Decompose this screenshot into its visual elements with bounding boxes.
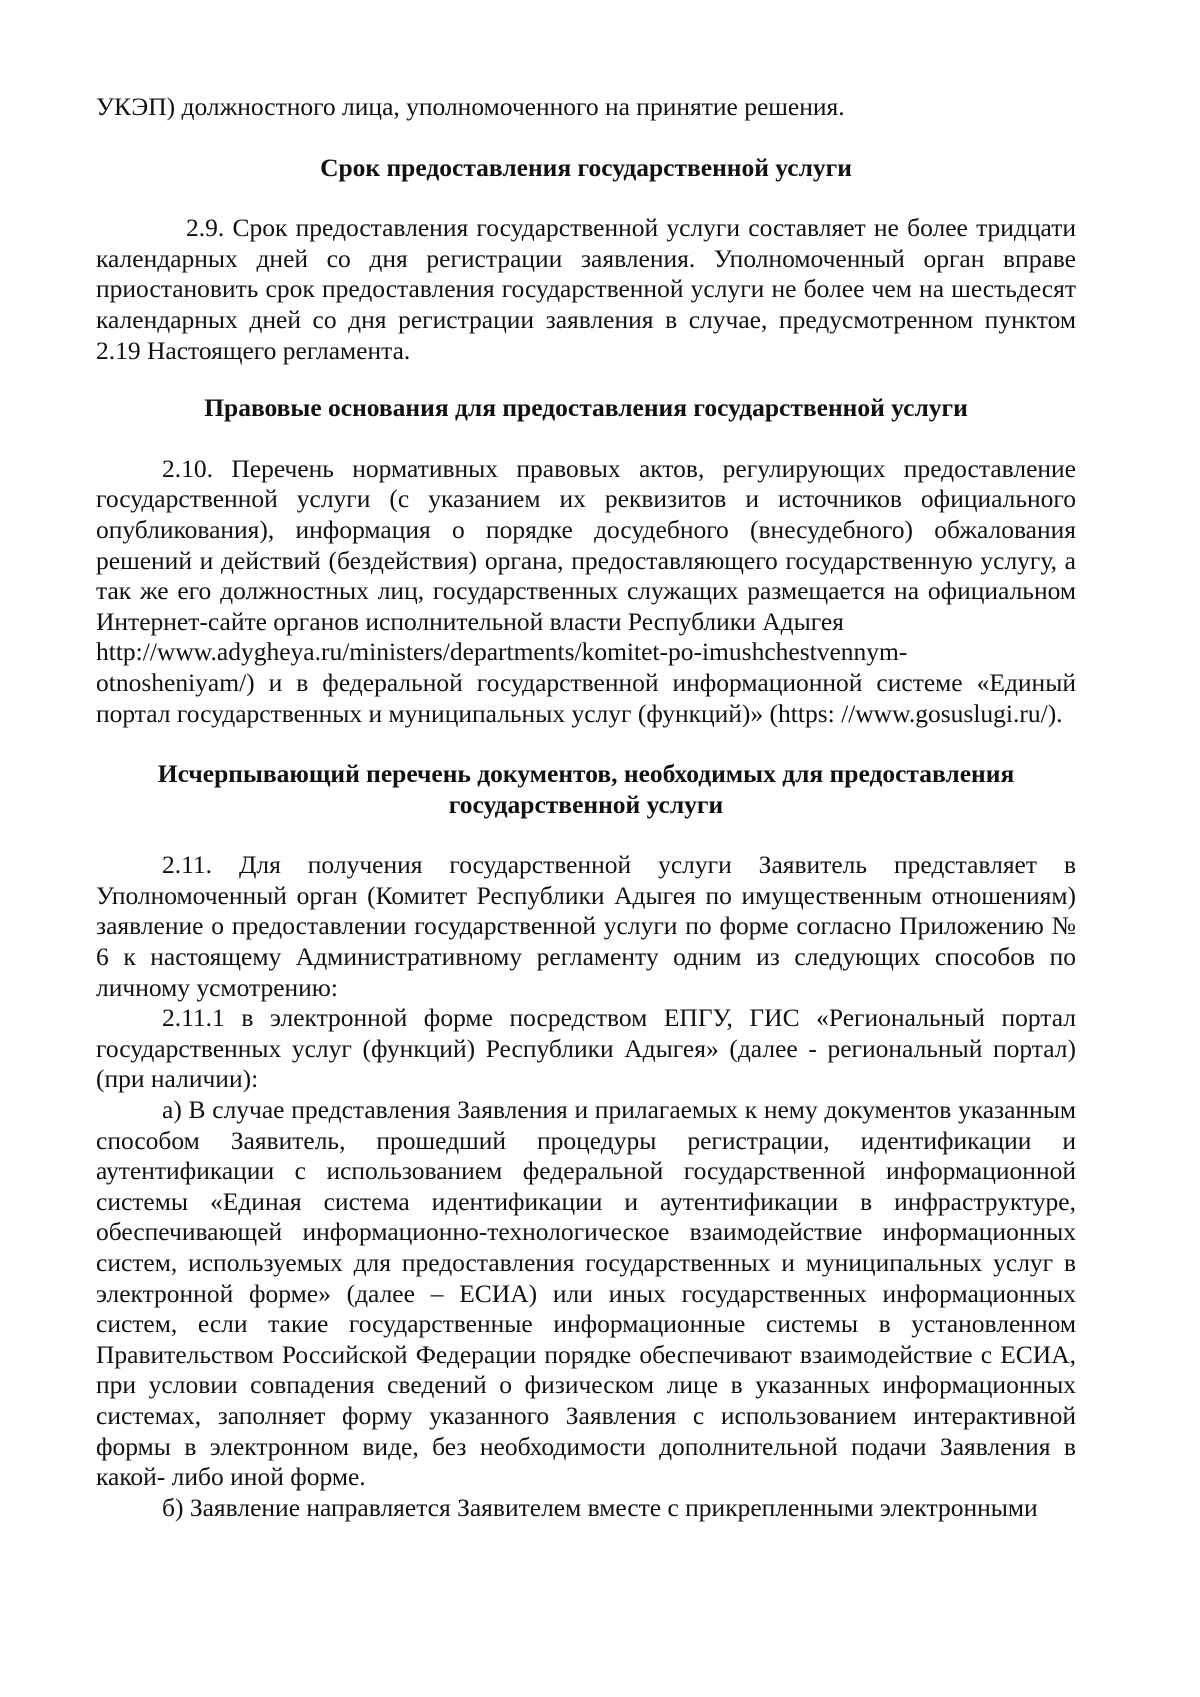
section-heading-term: Срок предоставления государственной услуги [320,152,852,182]
paragraph-2-11-1: 2.11.1 в электронной форме посредством ЕПГУ, ГИС «Региональный портал государственных услуг (функций) Республики Адыгея» (далее - региональный портал) (при наличии): [96,1003,1076,1094]
paragraph-2-11: 2.11. Для получения государственной услуги Заявитель представляет в Уполномоченный орган (Комитет Республики Адыгея по имущественным отношениям) заявление о предоставлении государственной услуги по форме согласно Приложению № 6 к настоящему Административному регламенту одним из следующих способов по личному усмотрению: [96,850,1076,1002]
document-page [96,92,1076,1523]
paragraph-item-a: а) В случае представления Заявления и прилагаемых к нему документов указанным способом Заявитель, прошедший процедуры регистрации, идентификации и аутентификации с использованием федеральной государственной информационной системы «Единая система идентификации и аутентификации в инфраструктуре, обеспечивающей информационно-технологическое взаимодействие информационных систем, используемых для предоставления государственных и муниципальных услуг в электронной форме» (далее – ЕСИА) или иных государственных информационных систем, если такие государственные информационные системы в установленном Правительством Российской Федерации порядке обеспечивают взаимодействие с ЕСИА, при условии совпадения сведений о физическом лице в указанных информационных системах, заполняет форму указанного Заявления с использованием интерактивной формы в электронном виде, без необходимости дополнительной подачи Заявления в какой- либо иной форме. [96,1095,1076,1492]
spacer [96,820,1076,850]
intro-line: УКЭП) должностного лица, уполномоченного на принятие решения. [96,92,845,121]
spacer [96,123,1076,153]
url-line: http://www.adygheya.ru/ministers/departments/komitet-po-imushchestvennym- [96,637,908,667]
paragraph-2-10: 2.10. Перечень нормативных правовых актов, регулирующих предоставление государственной услуги (с указанием их реквизитов и источников официального опубликования), информация о порядке досудебного (внесудебного) обжалования решений и действий (бездействия) органа, предоставляющего государственную услугу, а так же его должностных лиц, государственных служащих размещается на официальном Интернет-сайте органов исполнительной власти Республики Адыгея [96,453,1076,636]
spacer [96,424,1076,454]
paragraph-2-10-continued: otnosheniyam/) и в федеральной государственной информационной системе «Единый портал государственных и муниципальных услуг (функций)» (https: //www.gosuslugi.ru/). [96,667,1076,728]
spacer [96,366,1076,393]
section-heading-documents-line1: Исчерпывающий перечень документов, необходимых для предоставления [157,759,1015,789]
paragraph-2-9: 2.9. Срок предоставления государственной услуги составляет не более тридцати календарных дней со дня регистрации заявления. Уполномоченный орган вправе приостановить срок предоставления государственной услуги не более чем на шестьдесят календарных дней со дня регистрации заявления в случае, предусмотренном пунктом 2.19 Настоящего регламента. [96,213,1076,365]
spacer [96,729,1076,759]
section-heading-documents-line2: государственной услуги [448,789,724,819]
paragraph-item-b: б) Заявление направляется Заявителем вместе с прикрепленными электронными [162,1492,1038,1522]
spacer [96,183,1076,213]
section-heading-legal-basis: Правовые основания для предоставления государственной услуги [204,393,968,423]
